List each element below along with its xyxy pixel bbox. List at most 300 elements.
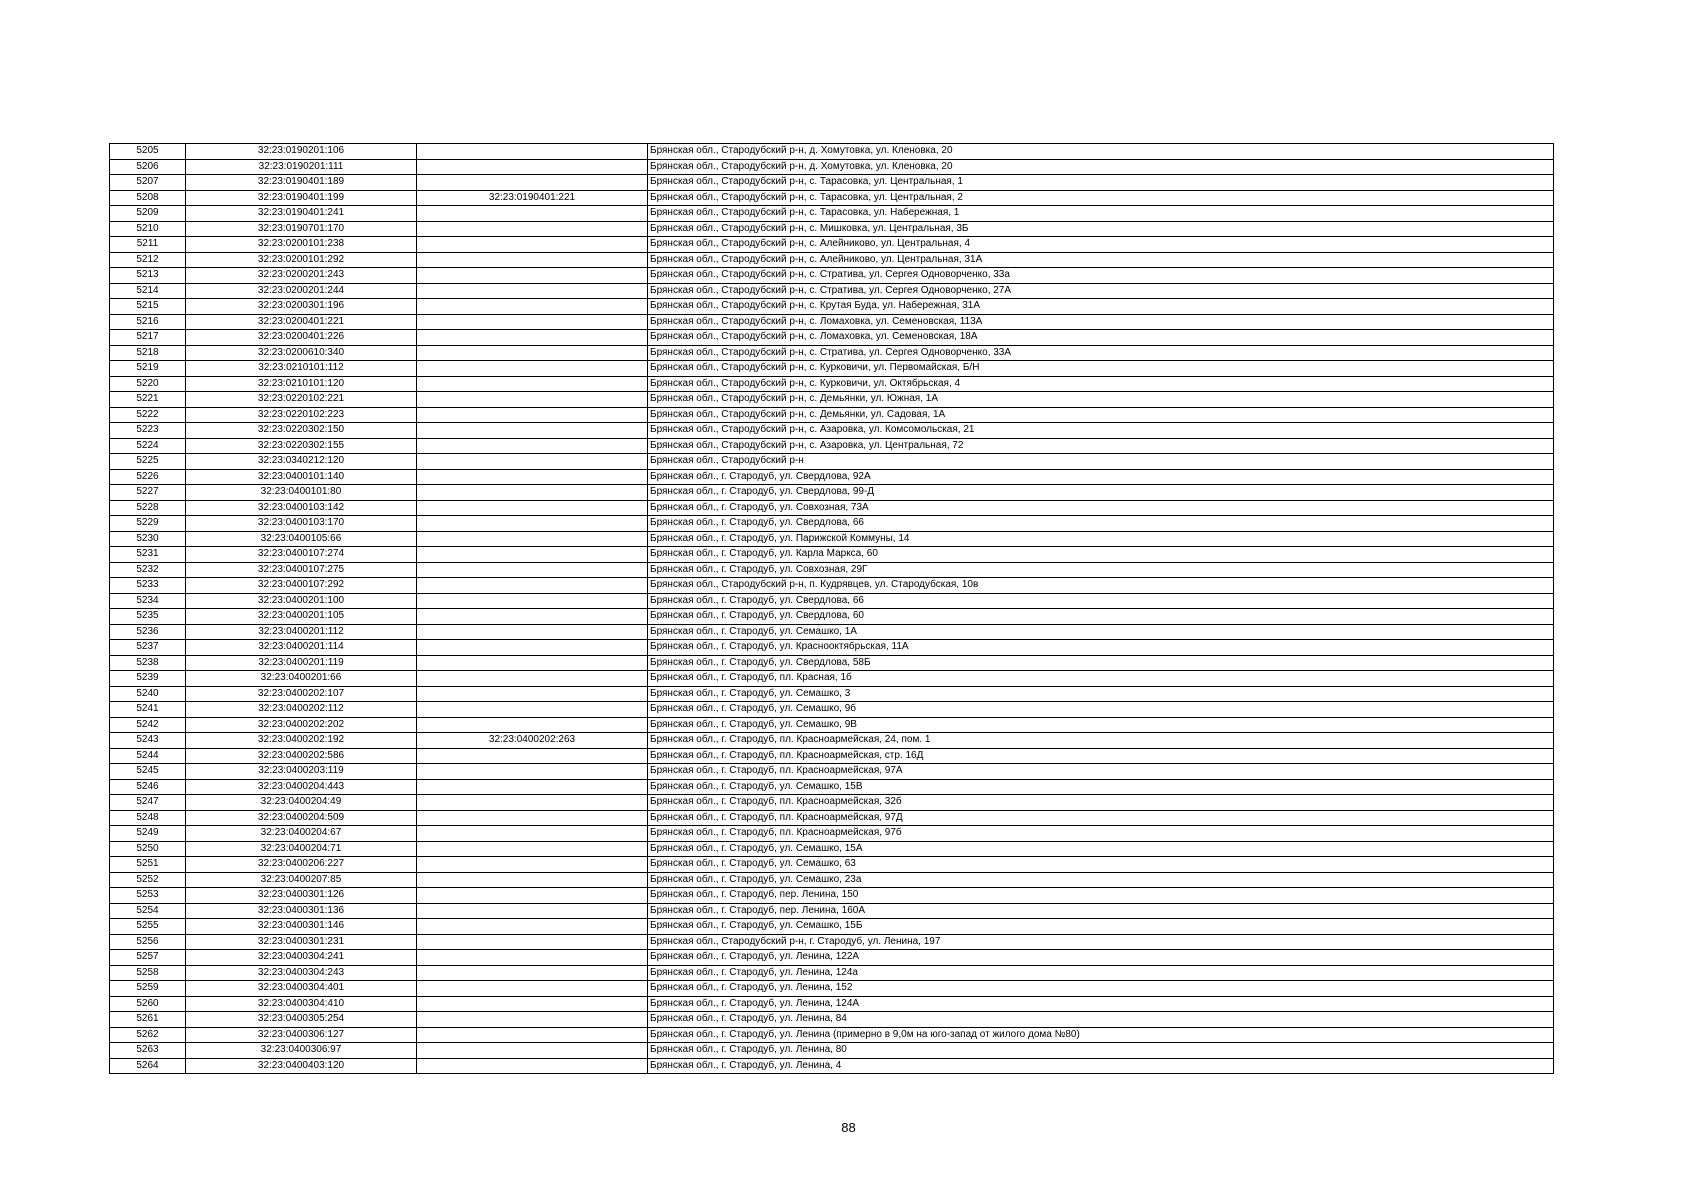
cadastral-number-cell: 32:23:0200301:196 (186, 299, 417, 315)
cadastral-number-cell: 32:23:0210101:112 (186, 361, 417, 377)
address-cell: Брянская обл., Стародубский р-н, г. Стародуб, ул. Ленина, 197 (648, 934, 1554, 950)
address-cell: Брянская обл., г. Стародуб, пл. Красная, 1б (648, 671, 1554, 687)
secondary-cadastral-number-cell (417, 438, 648, 454)
address-cell: Брянская обл., г. Стародуб, ул. Свердлова, 92А (648, 469, 1554, 485)
row-number-cell: 5234 (110, 593, 186, 609)
cadastral-number-cell: 32:23:0200201:243 (186, 268, 417, 284)
address-cell: Брянская обл., г. Стародуб, ул. Краснооктябрьская, 11А (648, 640, 1554, 656)
table-row (110, 423, 1554, 439)
cadastral-number-cell: 32:23:0400204:71 (186, 841, 417, 857)
address-cell: Брянская обл., Стародубский р-н, с. Демьянки, ул. Южная, 1А (648, 392, 1554, 408)
secondary-cadastral-number-cell (417, 810, 648, 826)
secondary-cadastral-number-cell (417, 841, 648, 857)
row-number-cell: 5217 (110, 330, 186, 346)
table-row (110, 578, 1554, 594)
address-cell: Брянская обл., г. Стародуб, ул. Совхозная, 29Г (648, 562, 1554, 578)
secondary-cadastral-number-cell (417, 469, 648, 485)
address-cell: Брянская обл., Стародубский р-н, п. Кудрявцев, ул. Стародубская, 10в (648, 578, 1554, 594)
cadastral-number-cell: 32:23:0400301:126 (186, 888, 417, 904)
row-number-cell: 5205 (110, 144, 186, 160)
row-number-cell: 5248 (110, 810, 186, 826)
row-number-cell: 5232 (110, 562, 186, 578)
secondary-cadastral-number-cell (417, 826, 648, 842)
row-number-cell: 5219 (110, 361, 186, 377)
row-number-cell: 5236 (110, 624, 186, 640)
secondary-cadastral-number-cell (417, 981, 648, 997)
row-number-cell: 5206 (110, 159, 186, 175)
secondary-cadastral-number-cell: 32:23:0400202:263 (417, 733, 648, 749)
secondary-cadastral-number-cell (417, 934, 648, 950)
row-number-cell: 5221 (110, 392, 186, 408)
secondary-cadastral-number-cell (417, 144, 648, 160)
table-row (110, 764, 1554, 780)
table-row (110, 733, 1554, 749)
table-row (110, 624, 1554, 640)
table-row (110, 469, 1554, 485)
row-number-cell: 5211 (110, 237, 186, 253)
secondary-cadastral-number-cell (417, 593, 648, 609)
secondary-cadastral-number-cell (417, 314, 648, 330)
cadastral-number-cell: 32:23:0200101:238 (186, 237, 417, 253)
table-row (110, 996, 1554, 1012)
row-number-cell: 5225 (110, 454, 186, 470)
address-cell: Брянская обл., г. Стародуб, ул. Ленина, 124А (648, 996, 1554, 1012)
table-row (110, 1058, 1554, 1074)
table-row (110, 934, 1554, 950)
table-row (110, 779, 1554, 795)
table-row (110, 903, 1554, 919)
cadastral-number-cell: 32:23:0220102:221 (186, 392, 417, 408)
table-row (110, 795, 1554, 811)
secondary-cadastral-number-cell (417, 268, 648, 284)
cadastral-number-cell: 32:23:0400103:170 (186, 516, 417, 532)
address-cell: Брянская обл., Стародубский р-н, с. Курковичи, ул. Октябрьская, 4 (648, 376, 1554, 392)
address-cell: Брянская обл., г. Стародуб, пл. Красноармейская, 24, пом. 1 (648, 733, 1554, 749)
row-number-cell: 5237 (110, 640, 186, 656)
table-row (110, 1043, 1554, 1059)
registry-table (109, 143, 1554, 1074)
table-body (110, 144, 1554, 1074)
row-number-cell: 5230 (110, 531, 186, 547)
row-number-cell: 5228 (110, 500, 186, 516)
cadastral-number-cell: 32:23:0400101:140 (186, 469, 417, 485)
address-cell: Брянская обл., г. Стародуб, пл. Красноармейская, 32б (648, 795, 1554, 811)
row-number-cell: 5209 (110, 206, 186, 222)
cadastral-number-cell: 32:23:0400202:192 (186, 733, 417, 749)
row-number-cell: 5252 (110, 872, 186, 888)
secondary-cadastral-number-cell (417, 919, 648, 935)
address-cell: Брянская обл., г. Стародуб, ул. Свердлова, 60 (648, 609, 1554, 625)
secondary-cadastral-number-cell (417, 299, 648, 315)
address-cell: Брянская обл., г. Стародуб, ул. Свердлова, 66 (648, 593, 1554, 609)
row-number-cell: 5264 (110, 1058, 186, 1074)
cadastral-number-cell: 32:23:0200201:244 (186, 283, 417, 299)
table-row (110, 299, 1554, 315)
table-row (110, 1027, 1554, 1043)
cadastral-number-cell: 32:23:0220302:155 (186, 438, 417, 454)
cadastral-number-cell: 32:23:0400204:443 (186, 779, 417, 795)
row-number-cell: 5257 (110, 950, 186, 966)
row-number-cell: 5261 (110, 1012, 186, 1028)
address-cell: Брянская обл., Стародубский р-н, с. Стратива, ул. Сергея Одноворченко, 33а (648, 268, 1554, 284)
address-cell: Брянская обл., г. Стародуб, пер. Ленина, 160А (648, 903, 1554, 919)
address-cell: Брянская обл., г. Стародуб, ул. Семашко, 15Б (648, 919, 1554, 935)
address-cell: Брянская обл., Стародубский р-н, с. Демьянки, ул. Садовая, 1А (648, 407, 1554, 423)
cadastral-number-cell: 32:23:0340212:120 (186, 454, 417, 470)
page-number: 88 (841, 1120, 856, 1135)
secondary-cadastral-number-cell (417, 159, 648, 175)
secondary-cadastral-number-cell (417, 516, 648, 532)
table-row (110, 547, 1554, 563)
secondary-cadastral-number-cell (417, 655, 648, 671)
table-row (110, 919, 1554, 935)
table-row (110, 965, 1554, 981)
table-row (110, 438, 1554, 454)
table-row (110, 981, 1554, 997)
address-cell: Брянская обл., Стародубский р-н, с. Тарасовка, ул. Центральная, 1 (648, 175, 1554, 191)
cadastral-number-cell: 32:23:0400301:136 (186, 903, 417, 919)
table-row (110, 609, 1554, 625)
secondary-cadastral-number-cell (417, 671, 648, 687)
table-row (110, 361, 1554, 377)
table-row (110, 237, 1554, 253)
table-row (110, 810, 1554, 826)
address-cell: Брянская обл., Стародубский р-н, с. Стратива, ул. Сергея Одноворченко, 33А (648, 345, 1554, 361)
row-number-cell: 5229 (110, 516, 186, 532)
table-row (110, 640, 1554, 656)
secondary-cadastral-number-cell (417, 965, 648, 981)
table-row (110, 841, 1554, 857)
cadastral-number-cell: 32:23:0200610:340 (186, 345, 417, 361)
cadastral-number-cell: 32:23:0400201:114 (186, 640, 417, 656)
row-number-cell: 5207 (110, 175, 186, 191)
table-row (110, 500, 1554, 516)
cadastral-number-cell: 32:23:0400201:105 (186, 609, 417, 625)
secondary-cadastral-number-cell (417, 795, 648, 811)
table-row (110, 206, 1554, 222)
row-number-cell: 5256 (110, 934, 186, 950)
address-cell: Брянская обл., г. Стародуб, пер. Ленина, 150 (648, 888, 1554, 904)
row-number-cell: 5239 (110, 671, 186, 687)
cadastral-number-cell: 32:23:0190401:189 (186, 175, 417, 191)
secondary-cadastral-number-cell: 32:23:0190401:221 (417, 190, 648, 206)
table-row (110, 748, 1554, 764)
row-number-cell: 5246 (110, 779, 186, 795)
secondary-cadastral-number-cell (417, 578, 648, 594)
secondary-cadastral-number-cell (417, 888, 648, 904)
cadastral-number-cell: 32:23:0400103:142 (186, 500, 417, 516)
address-cell: Брянская обл., г. Стародуб, ул. Ленина, 124а (648, 965, 1554, 981)
cadastral-number-cell: 32:23:0400107:274 (186, 547, 417, 563)
row-number-cell: 5254 (110, 903, 186, 919)
row-number-cell: 5231 (110, 547, 186, 563)
row-number-cell: 5242 (110, 717, 186, 733)
row-number-cell: 5263 (110, 1043, 186, 1059)
cadastral-number-cell: 32:23:0190201:111 (186, 159, 417, 175)
table-row (110, 221, 1554, 237)
secondary-cadastral-number-cell (417, 1012, 648, 1028)
cadastral-number-cell: 32:23:0400301:146 (186, 919, 417, 935)
address-cell: Брянская обл., г. Стародуб, ул. Семашко, 15В (648, 779, 1554, 795)
row-number-cell: 5241 (110, 702, 186, 718)
secondary-cadastral-number-cell (417, 392, 648, 408)
secondary-cadastral-number-cell (417, 221, 648, 237)
table-row (110, 1012, 1554, 1028)
table-row (110, 392, 1554, 408)
secondary-cadastral-number-cell (417, 547, 648, 563)
table-row (110, 407, 1554, 423)
cadastral-number-cell: 32:23:0220102:223 (186, 407, 417, 423)
row-number-cell: 5218 (110, 345, 186, 361)
cadastral-number-cell: 32:23:0200401:221 (186, 314, 417, 330)
table-row (110, 655, 1554, 671)
row-number-cell: 5243 (110, 733, 186, 749)
address-cell: Брянская обл., г. Стародуб, ул. Ленина (примерно в 9,0м на юго-запад от жилого дома №80) (648, 1027, 1554, 1043)
row-number-cell: 5222 (110, 407, 186, 423)
cadastral-number-cell: 32:23:0210101:120 (186, 376, 417, 392)
table-row (110, 376, 1554, 392)
cadastral-number-cell: 32:23:0200101:292 (186, 252, 417, 268)
secondary-cadastral-number-cell (417, 376, 648, 392)
secondary-cadastral-number-cell (417, 624, 648, 640)
address-cell: Брянская обл., Стародубский р-н, с. Азаровка, ул. Центральная, 72 (648, 438, 1554, 454)
secondary-cadastral-number-cell (417, 903, 648, 919)
secondary-cadastral-number-cell (417, 330, 648, 346)
secondary-cadastral-number-cell (417, 764, 648, 780)
table-row (110, 268, 1554, 284)
table-row (110, 283, 1554, 299)
cadastral-number-cell: 32:23:0400202:107 (186, 686, 417, 702)
table-row (110, 516, 1554, 532)
address-cell: Брянская обл., г. Стародуб, ул. Ленина, 122А (648, 950, 1554, 966)
secondary-cadastral-number-cell (417, 454, 648, 470)
cadastral-number-cell: 32:23:0400201:112 (186, 624, 417, 640)
cadastral-number-cell: 32:23:0400305:254 (186, 1012, 417, 1028)
row-number-cell: 5208 (110, 190, 186, 206)
secondary-cadastral-number-cell (417, 485, 648, 501)
cadastral-number-cell: 32:23:0400201:66 (186, 671, 417, 687)
address-cell: Брянская обл., г. Стародуб, ул. Ленина, 80 (648, 1043, 1554, 1059)
secondary-cadastral-number-cell (417, 500, 648, 516)
row-number-cell: 5220 (110, 376, 186, 392)
address-cell: Брянская обл., Стародубский р-н, с. Ломаховка, ул. Семеновская, 113А (648, 314, 1554, 330)
table-row (110, 485, 1554, 501)
address-cell: Брянская обл., Стародубский р-н, д. Хомутовка, ул. Кленовка, 20 (648, 144, 1554, 160)
address-cell: Брянская обл., г. Стародуб, ул. Семашко, 1А (648, 624, 1554, 640)
address-cell: Брянская обл., г. Стародуб, ул. Свердлова, 99-Д (648, 485, 1554, 501)
cadastral-number-cell: 32:23:0400206:227 (186, 857, 417, 873)
cadastral-number-cell: 32:23:0400207:85 (186, 872, 417, 888)
secondary-cadastral-number-cell (417, 872, 648, 888)
row-number-cell: 5233 (110, 578, 186, 594)
row-number-cell: 5215 (110, 299, 186, 315)
cadastral-number-cell: 32:23:0400202:202 (186, 717, 417, 733)
cadastral-number-cell: 32:23:0400105:66 (186, 531, 417, 547)
cadastral-number-cell: 32:23:0400204:67 (186, 826, 417, 842)
table-row (110, 593, 1554, 609)
row-number-cell: 5253 (110, 888, 186, 904)
table-row (110, 454, 1554, 470)
secondary-cadastral-number-cell (417, 206, 648, 222)
address-cell: Брянская обл., г. Стародуб, ул. Семашко, 63 (648, 857, 1554, 873)
row-number-cell: 5245 (110, 764, 186, 780)
table-row (110, 562, 1554, 578)
secondary-cadastral-number-cell (417, 1043, 648, 1059)
address-cell: Брянская обл., г. Стародуб, пл. Красноармейская, 97А (648, 764, 1554, 780)
address-cell: Брянская обл., Стародубский р-н, с. Тарасовка, ул. Центральная, 2 (648, 190, 1554, 206)
secondary-cadastral-number-cell (417, 1027, 648, 1043)
table-row (110, 531, 1554, 547)
table-row (110, 826, 1554, 842)
row-number-cell: 5212 (110, 252, 186, 268)
secondary-cadastral-number-cell (417, 407, 648, 423)
address-cell: Брянская обл., г. Стародуб, пл. Красноармейская, стр. 16Д (648, 748, 1554, 764)
address-cell: Брянская обл., г. Стародуб, ул. Семашко, 3 (648, 686, 1554, 702)
cadastral-number-cell: 32:23:0400107:292 (186, 578, 417, 594)
cadastral-number-cell: 32:23:0190701:170 (186, 221, 417, 237)
table-row (110, 872, 1554, 888)
address-cell: Брянская обл., Стародубский р-н, с. Курковичи, ул. Первомайская, Б/Н (648, 361, 1554, 377)
cadastral-number-cell: 32:23:0400107:275 (186, 562, 417, 578)
address-cell: Брянская обл., г. Стародуб, ул. Ленина, 152 (648, 981, 1554, 997)
row-number-cell: 5213 (110, 268, 186, 284)
secondary-cadastral-number-cell (417, 996, 648, 1012)
secondary-cadastral-number-cell (417, 361, 648, 377)
cadastral-number-cell: 32:23:0400201:119 (186, 655, 417, 671)
secondary-cadastral-number-cell (417, 531, 648, 547)
secondary-cadastral-number-cell (417, 640, 648, 656)
table-row (110, 252, 1554, 268)
row-number-cell: 5259 (110, 981, 186, 997)
cadastral-number-cell: 32:23:0190201:106 (186, 144, 417, 160)
address-cell: Брянская обл., Стародубский р-н, с. Стратива, ул. Сергея Одноворченко, 27А (648, 283, 1554, 299)
cadastral-number-cell: 32:23:0400403:120 (186, 1058, 417, 1074)
cadastral-number-cell: 32:23:0400204:509 (186, 810, 417, 826)
secondary-cadastral-number-cell (417, 950, 648, 966)
address-cell: Брянская обл., Стародубский р-н, д. Хомутовка, ул. Кленовка, 20 (648, 159, 1554, 175)
secondary-cadastral-number-cell (417, 857, 648, 873)
row-number-cell: 5235 (110, 609, 186, 625)
secondary-cadastral-number-cell (417, 345, 648, 361)
secondary-cadastral-number-cell (417, 1058, 648, 1074)
secondary-cadastral-number-cell (417, 686, 648, 702)
secondary-cadastral-number-cell (417, 283, 648, 299)
cadastral-number-cell: 32:23:0400301:231 (186, 934, 417, 950)
row-number-cell: 5238 (110, 655, 186, 671)
row-number-cell: 5249 (110, 826, 186, 842)
secondary-cadastral-number-cell (417, 779, 648, 795)
address-cell: Брянская обл., г. Стародуб, ул. Свердлова, 66 (648, 516, 1554, 532)
address-cell: Брянская обл., Стародубский р-н, с. Азаровка, ул. Комсомольская, 21 (648, 423, 1554, 439)
row-number-cell: 5227 (110, 485, 186, 501)
row-number-cell: 5251 (110, 857, 186, 873)
row-number-cell: 5223 (110, 423, 186, 439)
address-cell: Брянская обл., г. Стародуб, пл. Красноармейская, 97Д (648, 810, 1554, 826)
table-row (110, 314, 1554, 330)
cadastral-number-cell: 32:23:0400201:100 (186, 593, 417, 609)
cadastral-number-cell: 32:23:0400306:127 (186, 1027, 417, 1043)
address-cell: Брянская обл., г. Стародуб, ул. Совхозная, 73А (648, 500, 1554, 516)
row-number-cell: 5244 (110, 748, 186, 764)
secondary-cadastral-number-cell (417, 748, 648, 764)
cadastral-number-cell: 32:23:0400202:586 (186, 748, 417, 764)
cadastral-number-cell: 32:23:0400304:241 (186, 950, 417, 966)
address-cell: Брянская обл., г. Стародуб, пл. Красноармейская, 97б (648, 826, 1554, 842)
table-row (110, 857, 1554, 873)
address-cell: Брянская обл., г. Стародуб, ул. Парижской Коммуны, 14 (648, 531, 1554, 547)
address-cell: Брянская обл., Стародубский р-н (648, 454, 1554, 470)
address-cell: Брянская обл., г. Стародуб, ул. Семашко, 15А (648, 841, 1554, 857)
cadastral-number-cell: 32:23:0400204:49 (186, 795, 417, 811)
table-row (110, 144, 1554, 160)
cadastral-number-cell: 32:23:0400304:243 (186, 965, 417, 981)
row-number-cell: 5226 (110, 469, 186, 485)
secondary-cadastral-number-cell (417, 717, 648, 733)
table-row (110, 950, 1554, 966)
address-cell: Брянская обл., Стародубский р-н, с. Ломаховка, ул. Семеновская, 18А (648, 330, 1554, 346)
row-number-cell: 5240 (110, 686, 186, 702)
address-cell: Брянская обл., г. Стародуб, ул. Карла Маркса, 60 (648, 547, 1554, 563)
row-number-cell: 5247 (110, 795, 186, 811)
address-cell: Брянская обл., г. Стародуб, ул. Семашко, 23а (648, 872, 1554, 888)
table-row (110, 671, 1554, 687)
table-row (110, 330, 1554, 346)
table-row (110, 190, 1554, 206)
address-cell: Брянская обл., Стародубский р-н, с. Мишковка, ул. Центральная, 3Б (648, 221, 1554, 237)
table-row (110, 888, 1554, 904)
table-row (110, 686, 1554, 702)
row-number-cell: 5258 (110, 965, 186, 981)
address-cell: Брянская обл., г. Стародуб, ул. Семашко, 9б (648, 702, 1554, 718)
secondary-cadastral-number-cell (417, 237, 648, 253)
secondary-cadastral-number-cell (417, 252, 648, 268)
row-number-cell: 5214 (110, 283, 186, 299)
address-cell: Брянская обл., Стародубский р-н, с. Тарасовка, ул. Набережная, 1 (648, 206, 1554, 222)
table-row (110, 702, 1554, 718)
table-row (110, 345, 1554, 361)
row-number-cell: 5210 (110, 221, 186, 237)
secondary-cadastral-number-cell (417, 609, 648, 625)
row-number-cell: 5216 (110, 314, 186, 330)
secondary-cadastral-number-cell (417, 562, 648, 578)
address-cell: Брянская обл., г. Стародуб, ул. Ленина, 84 (648, 1012, 1554, 1028)
cadastral-number-cell: 32:23:0400101:80 (186, 485, 417, 501)
cadastral-number-cell: 32:23:0200401:226 (186, 330, 417, 346)
secondary-cadastral-number-cell (417, 175, 648, 191)
address-cell: Брянская обл., г. Стародуб, ул. Семашко, 9В (648, 717, 1554, 733)
cadastral-number-cell: 32:23:0400304:401 (186, 981, 417, 997)
row-number-cell: 5262 (110, 1027, 186, 1043)
cadastral-number-cell: 32:23:0220302:150 (186, 423, 417, 439)
table-row (110, 717, 1554, 733)
secondary-cadastral-number-cell (417, 702, 648, 718)
address-cell: Брянская обл., Стародубский р-н, с. Алейниково, ул. Центральная, 4 (648, 237, 1554, 253)
secondary-cadastral-number-cell (417, 423, 648, 439)
row-number-cell: 5224 (110, 438, 186, 454)
cadastral-number-cell: 32:23:0190401:241 (186, 206, 417, 222)
address-cell: Брянская обл., г. Стародуб, ул. Свердлова, 58Б (648, 655, 1554, 671)
row-number-cell: 5255 (110, 919, 186, 935)
address-cell: Брянская обл., Стародубский р-н, с. Алейниково, ул. Центральная, 31А (648, 252, 1554, 268)
cadastral-number-cell: 32:23:0400304:410 (186, 996, 417, 1012)
cadastral-number-cell: 32:23:0400203:119 (186, 764, 417, 780)
row-number-cell: 5250 (110, 841, 186, 857)
row-number-cell: 5260 (110, 996, 186, 1012)
cadastral-number-cell: 32:23:0400202:112 (186, 702, 417, 718)
cadastral-number-cell: 32:23:0400306:97 (186, 1043, 417, 1059)
address-cell: Брянская обл., Стародубский р-н, с. Крутая Буда, ул. Набережная, 31А (648, 299, 1554, 315)
address-cell: Брянская обл., г. Стародуб, ул. Ленина, 4 (648, 1058, 1554, 1074)
